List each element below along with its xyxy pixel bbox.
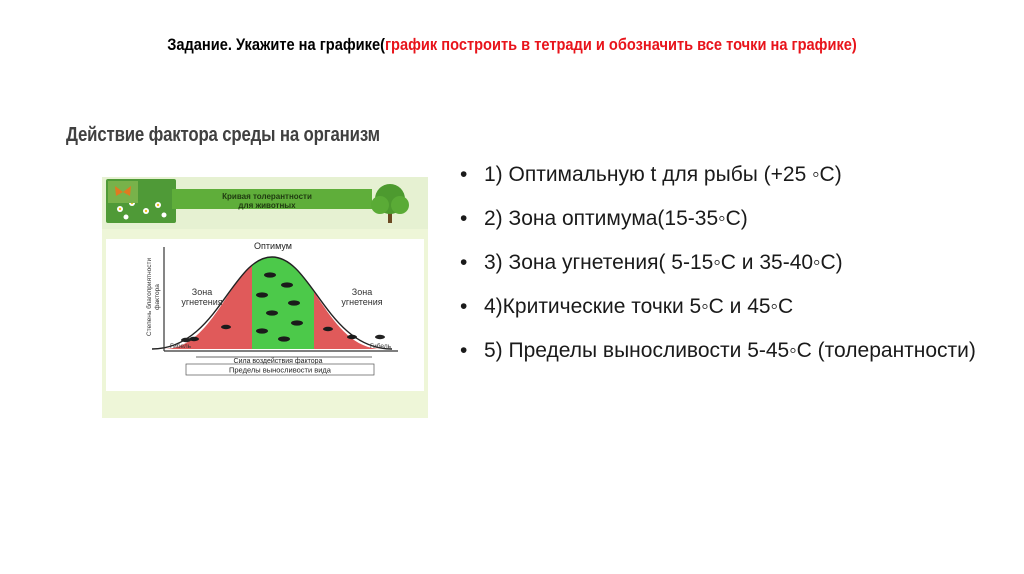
y-axis-label-line2: фактора [154,284,161,310]
bullet-item: • 5) Пределы выносливости 5-45◦С (толерантности) [460,338,1000,364]
optimum-label: Оптимум [254,241,292,251]
banner-text-line1: Кривая толерантности [222,192,312,201]
zone-left-label-line1: Зона [191,287,213,297]
tolerance-curve-figure [102,177,428,418]
death-fish-left-icon [181,338,191,342]
zone-right-label-line2: угнетения [341,297,383,307]
title-black-part: Задание. Укажите на графике( [167,35,385,54]
section-heading: Действие фактора среды на организм [66,124,380,146]
range-label: Пределы выносливости вида [229,365,331,375]
butterfly-icon [108,181,138,203]
banner-text-line2: для животных [238,201,296,210]
x-axis-label: Сила воздействия фактора [233,358,323,365]
bullet-item: • 3) Зона угнетения( 5-15◦С и 35-40◦С) [460,250,1000,276]
zone-left-label-line2: угнетения [181,297,223,307]
death-left-label: Гибель [170,343,192,350]
death-fish-right-icon [375,335,385,339]
bullet-item: • 4)Критические точки 5◦С и 45◦С [460,294,1000,320]
zone-right-label-line1: Зона [351,287,373,297]
bullet-list [460,162,1000,382]
y-axis-label-line1: Степень благоприятности [146,257,153,337]
bullet-item: • 2) Зона оптимума(15-35◦С) [460,206,1000,232]
title-red-part: график построить в тетради и обозначить все точки на графике) [384,35,857,54]
bullet-item: • 1) Оптимальную t для рыбы (+25 ◦С) [460,162,1000,188]
slide-title [140,33,883,57]
death-right-label: Гибель [370,343,392,350]
